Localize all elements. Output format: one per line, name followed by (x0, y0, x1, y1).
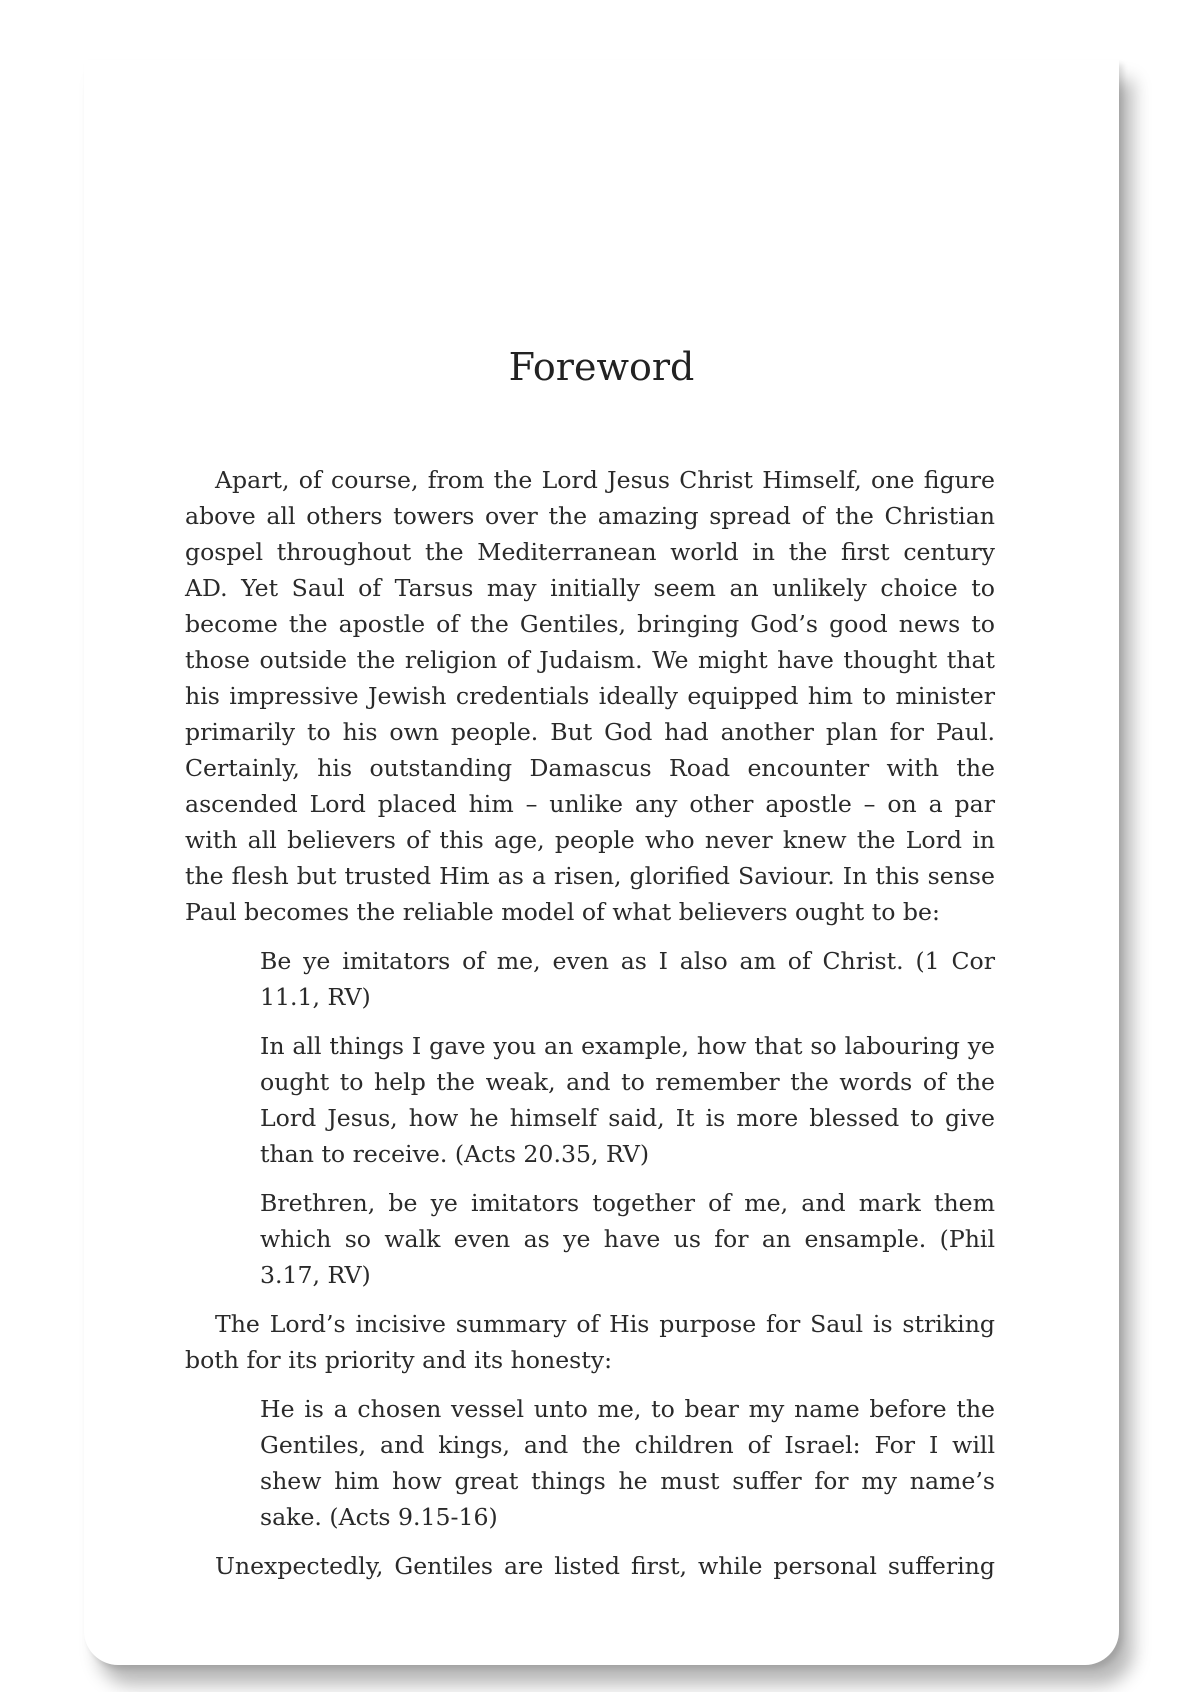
block-quote-1-cor: Be ye imitators of me, even as I also am of Christ. (1 Cor 11.1, RV) (260, 947, 995, 1011)
book-page (84, 60, 1119, 1665)
block-quote-acts-9: He is a chosen vessel unto me, to bear my name before the Gentiles, and kings, and the children of Israel: For I will shew him how great things he must suffer for my name’s sake. (Acts 9.15-16) (260, 1395, 995, 1531)
paragraph-lords-summary: The Lord’s incisive summary of His purpose for Saul is striking both for its priority and its honesty: (185, 1310, 995, 1374)
page-title: Foreword (508, 345, 695, 389)
paragraph-intro: Apart, of course, from the Lord Jesus Christ Himself, one figure above all others towers over the amazing spread of the Christian gospel throughout the Mediterranean world in the first century AD. Yet Saul of Tarsus may initially seem an unlikely choice to become the apostle of the Gentiles, bringing God’s good news to those outside the religion of Judaism. We might have thought that his impressive Jewish credentials ideally equipped him to minister primarily to his own people. But God had another plan for Paul. Certainly, his outstanding Damascus Road encounter with the ascended Lord placed him – unlike any other apostle – on a par with all believers of this age, people who never knew the Lord in the flesh but trusted Him as a risen, glorified Saviour. In this sense Paul becomes the reliable model of what believers ought to be: (185, 466, 995, 926)
block-quote-phil: Brethren, be ye imitators together of me, and mark them which so walk even as ye have us for an ensample. (Phil 3.17, RV) (260, 1189, 995, 1289)
block-quote-acts-20: In all things I gave you an example, how that so labouring ye ought to help the weak, and to remember the words of the Lord Jesus, how he himself said, It is more blessed to give than to receive. (Acts 20.35, RV) (260, 1032, 995, 1168)
body-text (185, 462, 995, 1584)
paragraph-unexpectedly: Unexpectedly, Gentiles are listed first, while personal suffering (215, 1552, 995, 1580)
